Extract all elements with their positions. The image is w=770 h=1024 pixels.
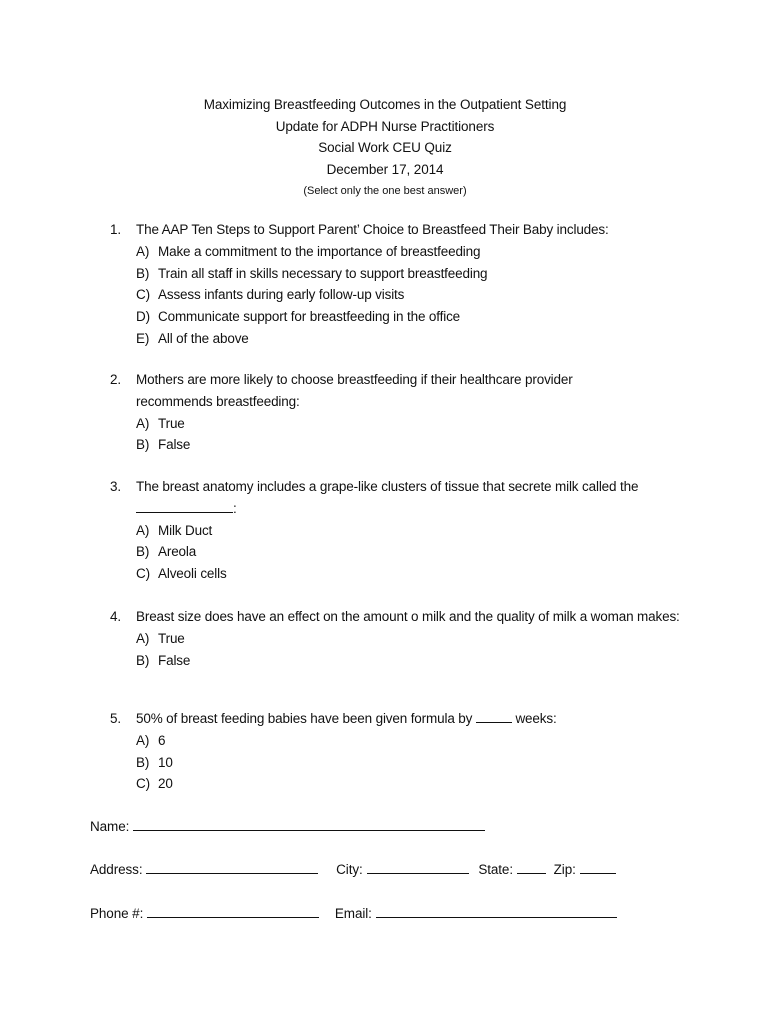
option-letter: B) [136,544,150,560]
answer-option[interactable] [110,541,700,563]
option-letter: B) [136,652,150,668]
answer-blank[interactable] [476,710,512,723]
question-text-suffix: : [233,500,237,516]
option-letter: C) [136,287,150,303]
phone-field[interactable] [147,903,319,918]
option-text: Alveoli cells [158,566,227,582]
course-subtitle: Update for ADPH Nurse Practitioners [275,118,495,134]
question-text-suffix: weeks: [515,711,557,726]
option-text: True [158,415,185,431]
answer-option[interactable] [110,773,685,795]
option-letter: B) [136,265,150,281]
question-3-stem [110,476,700,520]
phone-email-row [90,903,617,923]
option-text: 10 [158,754,173,770]
option-letter: B) [136,437,150,453]
phone-label: Phone #: [90,906,144,921]
question-number: 4. [110,609,121,624]
option-letter: B) [136,754,150,770]
answer-option[interactable] [110,520,700,542]
answer-option[interactable] [110,752,685,774]
answer-option[interactable] [110,434,610,456]
question-1 [110,219,685,350]
email-field[interactable] [376,903,617,918]
question-1-stem [110,219,685,241]
answer-option[interactable] [110,263,685,285]
answer-option[interactable] [110,241,685,263]
question-text: Breast size does have an effect on the amount o milk and the quality of milk a woman makes: [136,609,680,624]
option-letter: A) [136,243,150,259]
question-number: 1. [110,222,121,237]
question-text: The breast anatomy includes a grape-like clusters of tissue that secrete milk called the [136,479,639,494]
question-2 [110,369,610,456]
question-4 [110,606,695,671]
quiz-date: December 17, 2014 [326,161,444,177]
option-letter: C) [136,776,150,792]
answer-option[interactable] [110,650,695,672]
option-letter: A) [136,732,150,748]
answer-option[interactable] [110,563,700,585]
option-text: False [158,652,191,668]
question-2-stem [110,369,610,413]
answer-option[interactable] [110,628,695,650]
question-text: Mothers are more likely to choose breastfeeding if their healthcare provider recommends breastfeeding: [136,372,573,409]
option-text: True [158,630,185,646]
quiz-instruction: (Select only the one best answer) [303,185,467,197]
question-text: 50% of breast feeding babies have been given formula by [136,711,473,726]
option-text: 6 [158,732,166,748]
option-text: Communicate support for breastfeeding in the office [158,309,461,325]
option-text: Milk Duct [158,522,213,538]
question-5-stem [110,708,685,730]
name-row [90,816,485,836]
option-text: Areola [158,544,197,560]
option-letter: A) [136,415,150,431]
name-label: Name: [90,819,130,834]
state-label: State: [478,862,513,877]
question-number: 5. [110,711,121,726]
option-text: 20 [158,776,173,792]
answer-option[interactable] [110,730,685,752]
option-text: All of the above [158,330,249,346]
name-field[interactable] [133,816,485,831]
address-label: Address: [90,862,143,877]
city-label: City: [336,862,363,877]
question-5 [110,708,685,795]
option-text: False [158,437,191,453]
option-text: Make a commitment to the importance of breastfeeding [158,243,481,259]
option-text: Assess infants during early follow-up visits [158,287,405,303]
answer-option[interactable] [110,413,610,435]
answer-option[interactable] [110,306,685,328]
option-text: Train all staff in skills necessary to support breastfeeding [158,265,488,281]
state-field[interactable] [517,859,546,874]
course-title: Maximizing Breastfeeding Outcomes in the Outpatient Setting [203,97,567,112]
question-4-stem [110,606,695,628]
city-field[interactable] [367,859,469,874]
zip-field[interactable] [580,859,616,874]
option-letter: E) [136,330,150,346]
option-letter: C) [136,566,150,582]
answer-blank[interactable] [136,500,233,513]
quiz-name: Social Work CEU Quiz [318,140,452,155]
answer-option[interactable] [110,284,685,306]
option-letter: D) [136,309,150,325]
question-number: 2. [110,372,121,387]
quiz-header [0,94,770,201]
address-field[interactable] [146,859,318,874]
option-letter: A) [136,630,150,646]
option-letter: A) [136,522,150,538]
email-label: Email: [334,906,372,921]
zip-label: Zip: [553,862,576,877]
question-text: The AAP Ten Steps to Support Parent’ Choice to Breastfeed Their Baby includes: [136,222,609,237]
question-3 [110,476,700,585]
address-row [90,859,616,879]
question-number: 3. [110,479,121,494]
answer-option[interactable] [110,328,685,350]
